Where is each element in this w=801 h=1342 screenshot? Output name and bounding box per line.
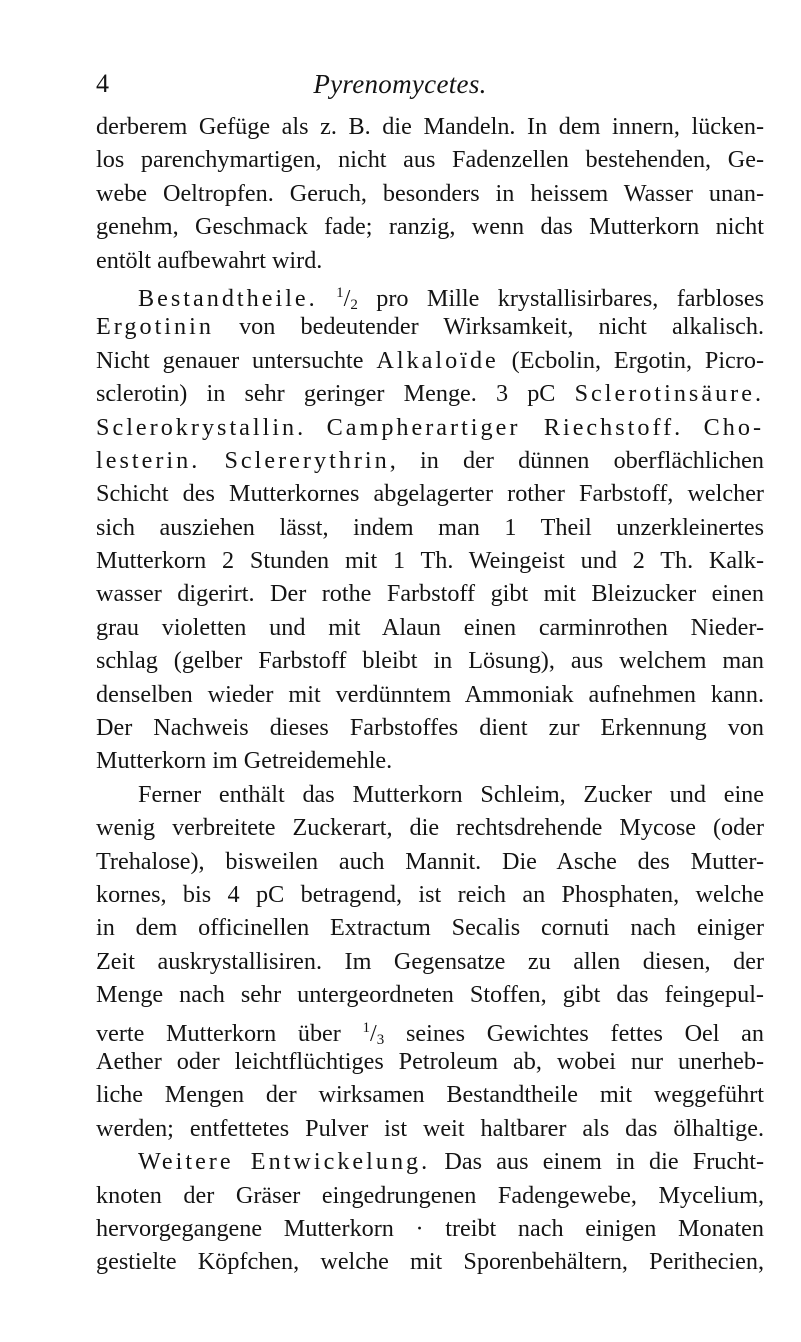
text-segment: Nicht genauer untersuchte — [96, 346, 364, 374]
text-line: Mutterkorn im Getreidemehle. — [96, 747, 393, 775]
text-segment: verte Mutterkorn über — [96, 1019, 341, 1047]
spaced-term: Ergotinin — [96, 313, 214, 341]
text-line: Menge nach sehr untergeordneten Stoffen, gibt das feingepul- — [96, 981, 764, 1009]
fraction-numerator: 1 — [336, 284, 344, 301]
text-line: Mutterkorn 2 Stunden mit 1 Th. Weingeist und 2 Th. Kalk- — [96, 547, 764, 575]
text-line: kornes, bis 4 pC betragend, ist reich an Phosphaten, welche — [96, 880, 764, 908]
text-line: entölt aufbewahrt wird. — [96, 246, 323, 274]
text-segment: Cho- — [703, 413, 765, 441]
text-line — [96, 377, 764, 410]
text-line: Ferner enthält das Mutterkorn Schleim, Zucker und eine — [138, 780, 764, 808]
fraction-numerator: 1 — [362, 1019, 371, 1036]
text-line — [96, 277, 765, 313]
text-line: Der Nachweis dieses Farbstoffes dient zur Erkennung von — [96, 714, 764, 742]
spaced-term: Alkaloïde — [376, 346, 499, 374]
text-line: gestielte Köpfchen, welche mit Sporenbehältern, Perithecien, — [96, 1248, 764, 1276]
text-line: werden; entfettetes Pulver ist weit haltbarer als das ölhaltige. — [96, 1114, 764, 1142]
text-line: Zeit auskrystallisiren. Im Gegensatze zu allen diesen, der — [96, 947, 764, 975]
text-segment: Das aus einem in die Frucht- — [444, 1148, 765, 1176]
text-line: liche Mengen der wirksamen Bestandtheile mit weggeführt — [96, 1081, 764, 1109]
spaced-term: Sclererythrin — [224, 446, 390, 474]
spaced-term: Sclerokrystallin. — [96, 413, 307, 441]
text-line: wenig verbreitete Zuckerart, die rechtsdrehende Mycose (oder — [96, 814, 764, 842]
text-line: knoten der Gräser eingedrungenen Fadengewebe, Mycelium, — [96, 1181, 764, 1209]
text-segment: seines Gewichtes fettes Oel an — [405, 1019, 765, 1047]
text-line: sich ausziehen lässt, indem man 1 Theil unzerkleinertes — [96, 513, 764, 541]
text-line: derberem Gefüge als z. B. die Mandeln. In dem innern, lücken- — [96, 113, 764, 140]
text-line: genehm, Geschmack fade; ranzig, wenn das Mutterkorn nicht — [96, 213, 764, 241]
spaced-term: Sclerotinsäure. — [574, 380, 764, 408]
fraction-half: $^1/_2$ — [336, 284, 358, 313]
text-line: denselben wieder mit verdünntem Ammoniak aufnehmen kann. — [96, 680, 764, 708]
text-line — [96, 1145, 764, 1178]
text-line: in dem officinellen Extractum Secalis cornuti nach einiger — [96, 914, 764, 942]
text-segment: (Ecbolin, Ergotin, Picro- — [511, 346, 764, 374]
fraction-denominator: 2 — [350, 296, 358, 313]
fraction-denominator: 3 — [376, 1031, 385, 1048]
page-number: 4 — [96, 69, 109, 98]
text-line — [96, 444, 764, 477]
spaced-term: Campherartiger Riechstoff. — [326, 413, 684, 441]
text-line: grau violetten und mit Alaun einen carminrothen Nieder- — [96, 613, 764, 641]
fraction-third: $^1/_3$ — [362, 1019, 385, 1048]
text-line — [96, 344, 764, 377]
running-title: Pyrenomycetes. — [313, 69, 487, 99]
spaced-term: Bestandtheile. — [138, 284, 318, 312]
text-line: Trehalose), bisweilen auch Mannit. Die Asche des Mutter- — [96, 847, 764, 875]
text-segment: pro Mille krystallisirbares, farbloses — [376, 284, 765, 312]
text-line: schlag (gelber Farbstoff bleibt in Lösung), aus welchem man — [96, 647, 764, 675]
text-segment: , in der dünnen oberflächlichen — [389, 446, 765, 474]
text-line: Schicht des Mutterkornes abgelagerter rother Farbstoff, welcher — [96, 480, 764, 508]
text-line: los parenchymartigen, nicht aus Fadenzellen bestehenden, Ge- — [96, 146, 764, 174]
text-line — [96, 411, 764, 444]
page-header — [90, 66, 710, 102]
spaced-term: lesterin. — [96, 446, 201, 474]
text-segment: von bedeutender Wirksamkeit, nicht alkalisch. — [239, 313, 765, 341]
text-line: Aether oder leichtflüchtiges Petroleum ab, wobei nur unerheb- — [96, 1047, 764, 1075]
text-line — [96, 1012, 765, 1048]
text-segment: sclerotin) in sehr geringer Menge. 3 pC — [96, 380, 556, 408]
text-line: webe Oeltropfen. Geruch, besonders in heissem Wasser unan- — [96, 179, 764, 207]
text-line: hervorgegangene Mutterkorn · treibt nach einigen Monaten — [96, 1214, 764, 1242]
text-line: wasser digerirt. Der rothe Farbstoff gibt mit Bleizucker einen — [96, 580, 764, 608]
body-text — [96, 110, 764, 1279]
text-line — [96, 310, 764, 343]
spaced-term: Weitere Entwickelung. — [138, 1148, 431, 1176]
